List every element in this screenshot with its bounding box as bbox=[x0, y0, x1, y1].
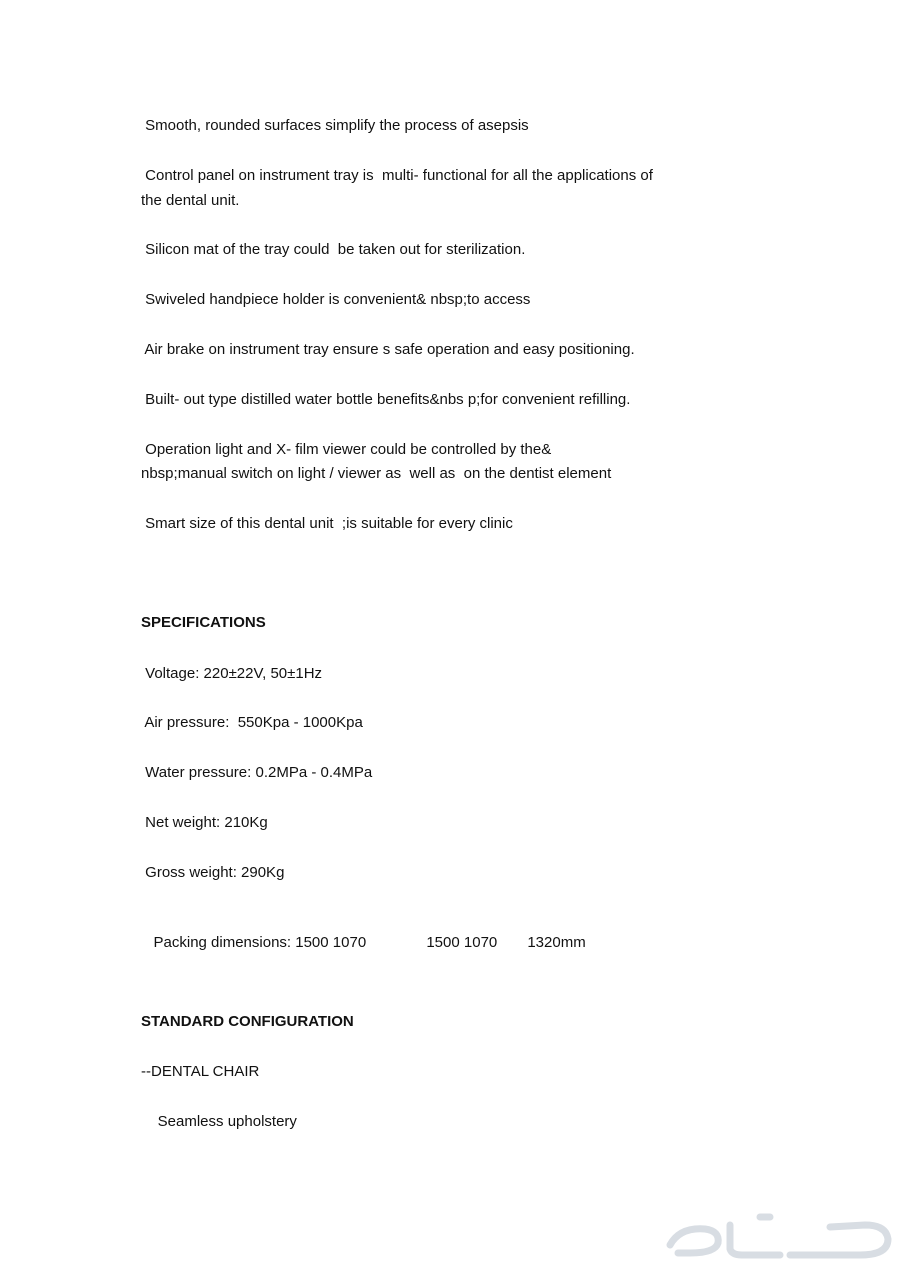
specifications-heading: SPECIFICATIONS bbox=[141, 614, 266, 631]
feature-silicon-mat: Silicon mat of the tray could be taken out for sterilization. bbox=[141, 241, 526, 258]
packing-dimensions-part3: 1320mm bbox=[527, 934, 586, 951]
packing-dimensions-part2: 1500 1070 bbox=[426, 934, 498, 951]
feature-smart-size: Smart size of this dental unit ;is suitable for every clinic bbox=[141, 515, 513, 532]
config-seamless-upholstery: Seamless upholstery bbox=[141, 1113, 297, 1130]
haraj-logo-watermark bbox=[660, 1205, 900, 1265]
spec-water-pressure: Water pressure: 0.2MPa - 0.4MPa bbox=[141, 764, 373, 781]
feature-control-panel-line1: Control panel on instrument tray is multi- functional for all the applications of bbox=[141, 167, 653, 184]
watermark-icon bbox=[660, 1205, 900, 1265]
spec-packing-dimensions bbox=[141, 913, 586, 953]
standard-configuration-heading: STANDARD CONFIGURATION bbox=[141, 1013, 354, 1030]
spec-air-pressure: Air pressure: 550Kpa - 1000Kpa bbox=[141, 714, 363, 731]
feature-air-brake: Air brake on instrument tray ensure s safe operation and easy positioning. bbox=[141, 341, 635, 358]
feature-water-bottle: Built- out type distilled water bottle benefits&nbs p;for convenient refilling. bbox=[141, 391, 631, 408]
packing-dimensions-label: Packing dimensions: 1500 1070 bbox=[149, 934, 367, 951]
spec-gross-weight: Gross weight: 290Kg bbox=[141, 864, 285, 881]
spec-voltage: Voltage: 220±22V, 50±1Hz bbox=[141, 665, 323, 682]
spec-net-weight: Net weight: 210Kg bbox=[141, 814, 268, 831]
feature-handpiece-holder: Swiveled handpiece holder is convenient& nbsp;to access bbox=[141, 291, 531, 308]
dental-chair-subheading: --DENTAL CHAIR bbox=[141, 1063, 260, 1080]
feature-control-panel-line2: the dental unit. bbox=[141, 192, 240, 209]
feature-operation-light-line1: Operation light and X- film viewer could be controlled by the& bbox=[141, 441, 552, 458]
feature-smooth-surfaces: Smooth, rounded surfaces simplify the process of asepsis bbox=[141, 117, 529, 134]
feature-operation-light-line2: nbsp;manual switch on light / viewer as well as on the dentist element bbox=[141, 465, 612, 482]
